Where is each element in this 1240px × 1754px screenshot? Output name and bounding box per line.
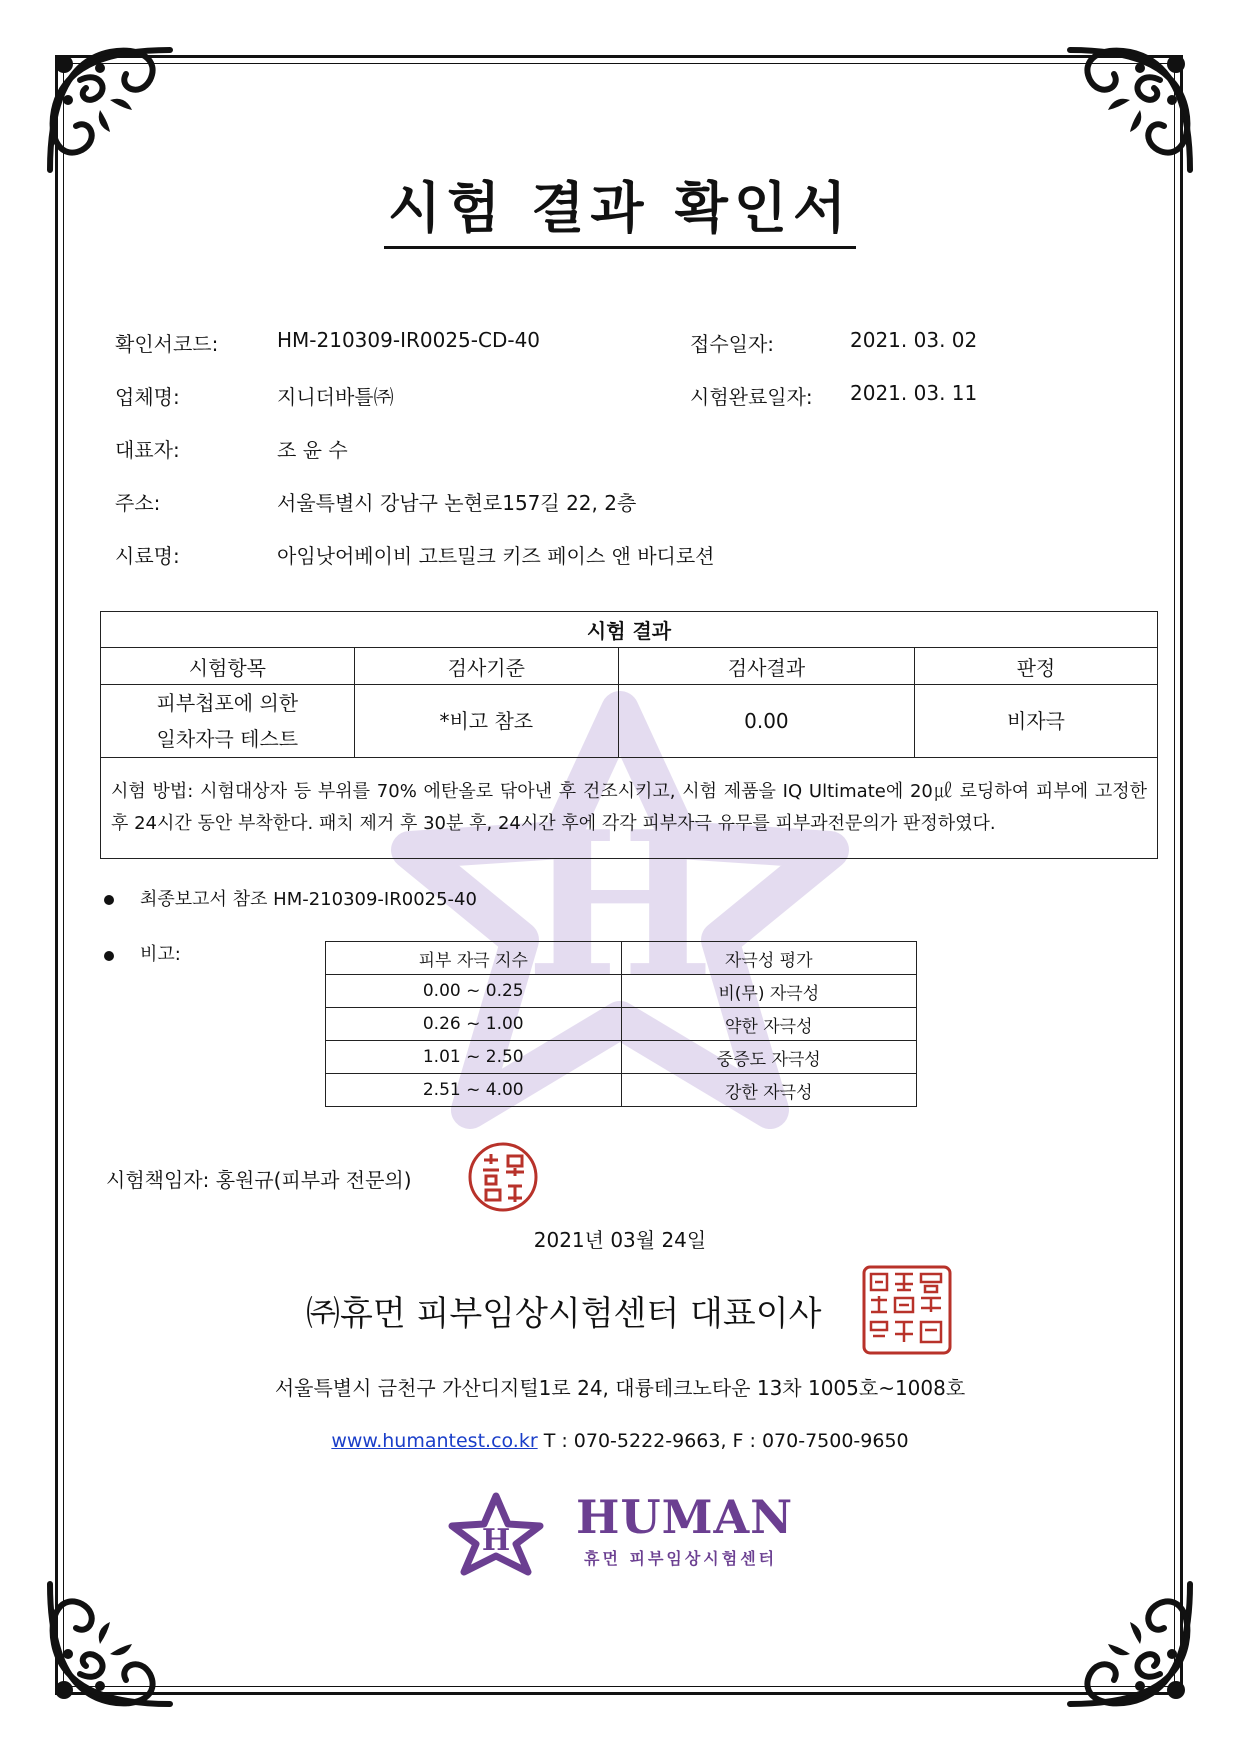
column-header: 시험항목 (101, 648, 355, 685)
irritation-rating: 강한 자극성 (621, 1074, 917, 1107)
sample-value: 아임낫어베이비 고트밀크 키즈 페이스 앤 바디로션 (277, 544, 715, 568)
completed-date-value: 2021. 03. 11 (850, 381, 978, 405)
results-table-header: 시험 결과 (101, 612, 1158, 648)
test-item-cell (101, 685, 355, 758)
document-title: 시험 결과 확인서 (0, 164, 1240, 243)
code-label: 확인서코드: (115, 332, 219, 356)
received-date-label: 접수일자: (690, 332, 775, 356)
column-header: 판정 (914, 648, 1157, 685)
corner-ornament-icon (1060, 1574, 1200, 1714)
completed-date-label: 시험완료일자: (690, 385, 813, 409)
sample-label: 시료명: (115, 544, 180, 568)
column-header: 검사기준 (354, 648, 618, 685)
index-range: 0.00 ~ 0.25 (326, 975, 622, 1008)
code-value: HM-210309-IR0025-CD-40 (277, 328, 541, 352)
contact-info (0, 1430, 1240, 1452)
issue-date: 2021년 03월 24일 (533, 1228, 707, 1252)
test-method-text: 시험 방법: 시험대상자 등 부위를 70% 에탄올로 닦아낸 후 건조시키고, 시험 제품을 IQ Ultimate에 20㎕ 로딩하여 피부에 고정한 후 24시간 동안 부착한다. 패치 제거 후 30분 후, 24시간 후에 각각 피부자극 유무를 피부과전문의가 판정하였다. (101, 758, 1158, 859)
svg-text:H: H (481, 1523, 511, 1558)
judgment-cell: 비자극 (914, 685, 1157, 758)
logo-subtitle: 휴먼 피부임상시험센터 (584, 1549, 778, 1568)
corner-ornament-icon (1060, 40, 1200, 180)
result-cell: 0.00 (618, 685, 914, 758)
irritation-index-table (325, 941, 917, 1107)
issuer-company: ㈜휴먼 피부임상시험센터 대표이사 (306, 1294, 822, 1334)
svg-text:H: H (525, 788, 715, 1023)
table-row (326, 975, 917, 1008)
company-label: 업체명: (115, 385, 180, 409)
table-row (326, 1041, 917, 1074)
corner-ornament-icon (40, 1574, 180, 1714)
ceo-value: 조 윤 수 (277, 438, 348, 462)
website-link[interactable]: www.humantest.co.kr (331, 1430, 538, 1452)
column-header: 피부 자극 지수 (326, 942, 622, 975)
test-item-line: 일차자극 테스트 (156, 727, 299, 751)
index-range: 2.51 ~ 4.00 (326, 1074, 622, 1107)
personal-seal-stamp (466, 1140, 540, 1214)
address-value: 서울특별시 강남구 논현로157길 22, 2층 (277, 491, 637, 515)
corner-ornament-icon (40, 40, 180, 180)
company-value: 지니더바틀㈜ (277, 385, 394, 409)
final-report-note: 최종보고서 참조 HM-210309-IR0025-40 (140, 889, 477, 910)
bullet-icon (104, 951, 114, 961)
irritation-rating: 비(무) 자극성 (621, 975, 917, 1008)
issuer-address: 서울특별시 금천구 가산디지털1로 24, 대륭테크노타운 13차 1005호~1008호 (274, 1376, 966, 1400)
irritation-rating: 약한 자극성 (621, 1008, 917, 1041)
index-range: 1.01 ~ 2.50 (326, 1041, 622, 1074)
responsible-person: 시험책임자: 홍원규(피부과 전문의) (106, 1168, 412, 1192)
phone-fax: T : 070-5222-9663, F : 070-7500-9650 (537, 1430, 909, 1452)
standard-cell: *비고 참조 (354, 685, 618, 758)
ceo-label: 대표자: (115, 438, 180, 462)
test-results-table (100, 611, 1158, 859)
column-header: 자극성 평가 (621, 942, 917, 975)
logo-wordmark: HUMAN (576, 1490, 794, 1544)
column-header: 검사결과 (618, 648, 914, 685)
received-date-value: 2021. 03. 02 (850, 328, 978, 352)
index-range: 0.26 ~ 1.00 (326, 1008, 622, 1041)
irritation-rating: 중증도 자극성 (621, 1041, 917, 1074)
company-seal-stamp (861, 1264, 953, 1356)
test-item-line: 피부첩포에 의한 (156, 691, 299, 715)
flower-logo-icon (436, 1490, 566, 1576)
human-logo (436, 1490, 816, 1576)
remarks-label: 비고: (140, 944, 181, 965)
bullet-icon (104, 895, 114, 905)
table-row (326, 1074, 917, 1107)
table-row (326, 1008, 917, 1041)
address-label: 주소: (115, 491, 161, 515)
